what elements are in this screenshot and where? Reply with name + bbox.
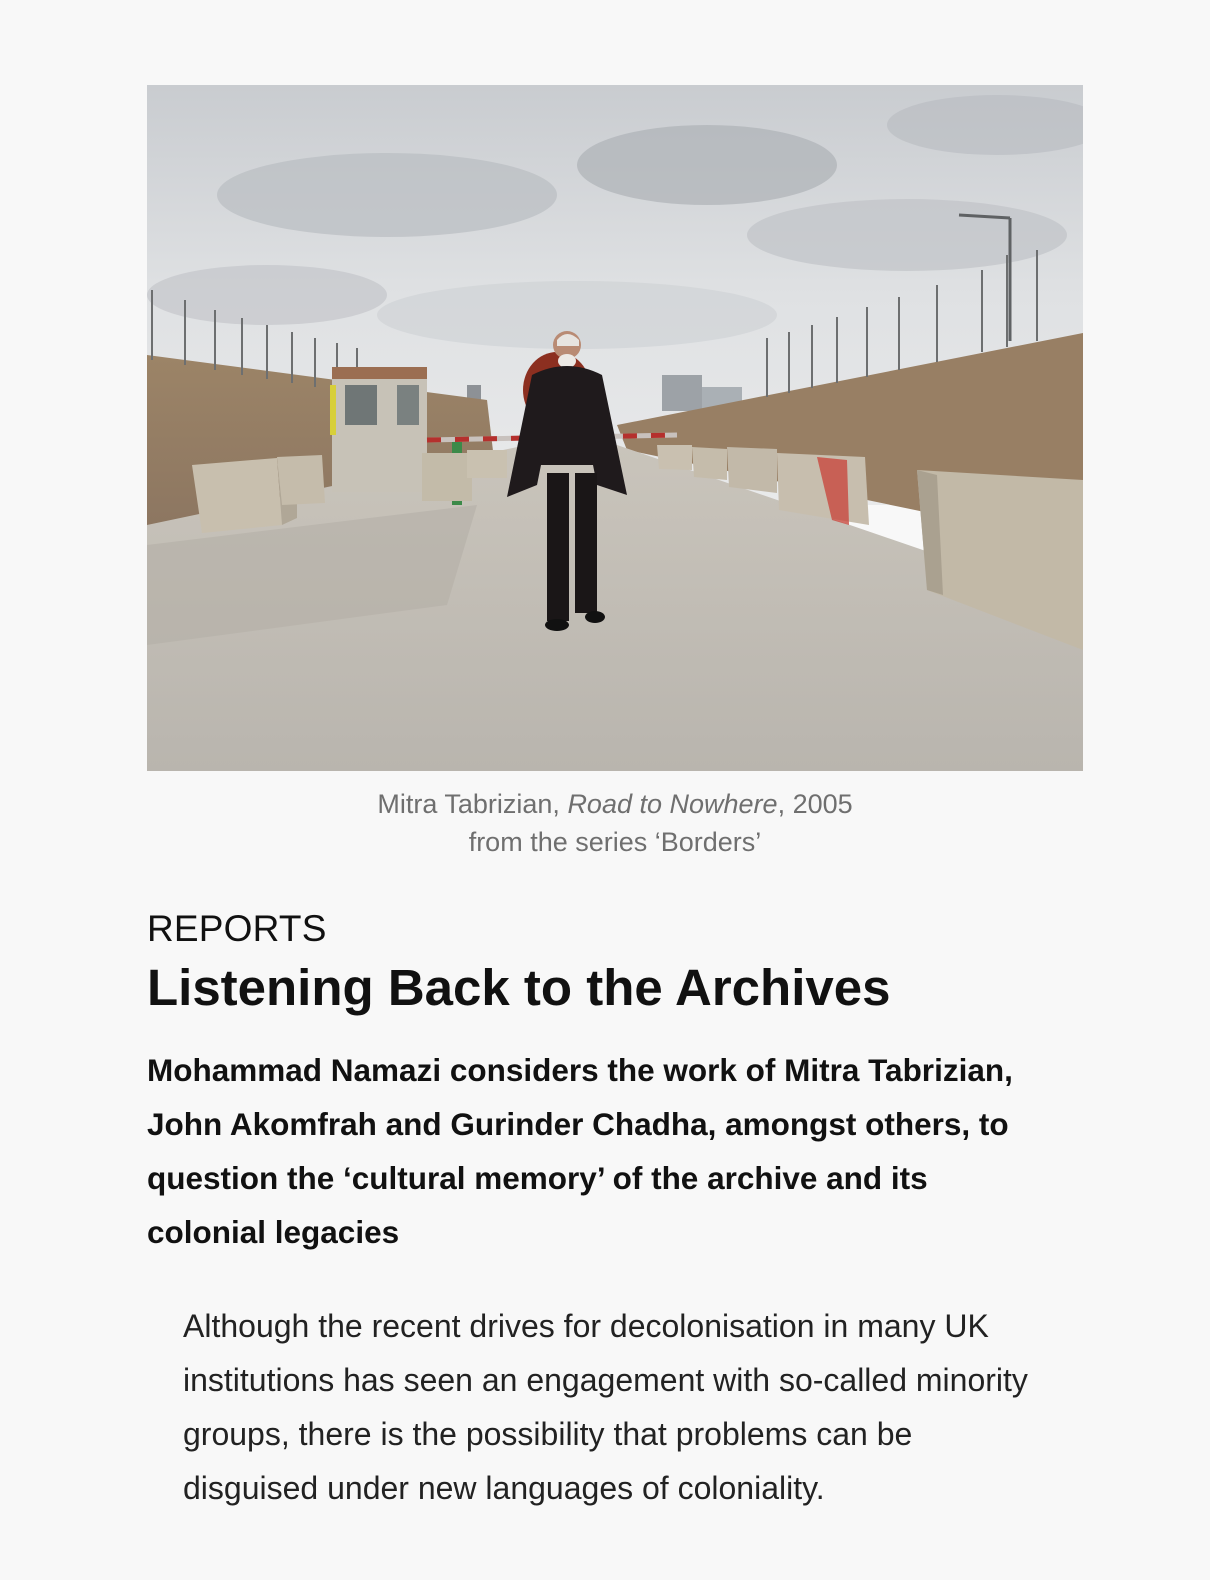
article-title: Listening Back to the Archives: [147, 959, 891, 1016]
photo-caption: [147, 785, 1083, 861]
caption-line-1: [147, 785, 1083, 823]
article-photo: [147, 85, 1083, 771]
caption-artist: Mitra Tabrizian,: [377, 789, 568, 819]
article-standfirst: Mohammad Namazi considers the work of Mitra Tabrizian, John Akomfrah and Gurinder Chadha, amongst others, to question the ‘cultural memory’ of the archive and its colonial legacies: [147, 1052, 1013, 1250]
caption-work-title: Road to Nowhere: [567, 789, 778, 819]
section-kicker: REPORTS: [147, 908, 327, 949]
article-body-paragraph: Although the recent drives for decolonisation in many UK institutions has seen an engagement with so-called minority groups, there is the possibility that problems can be disguised under new languages of coloniality.: [183, 1308, 1028, 1506]
caption-series: from the series ‘Borders’: [468, 827, 762, 857]
article: [147, 85, 1083, 1547]
caption-year: , 2005: [777, 789, 853, 819]
